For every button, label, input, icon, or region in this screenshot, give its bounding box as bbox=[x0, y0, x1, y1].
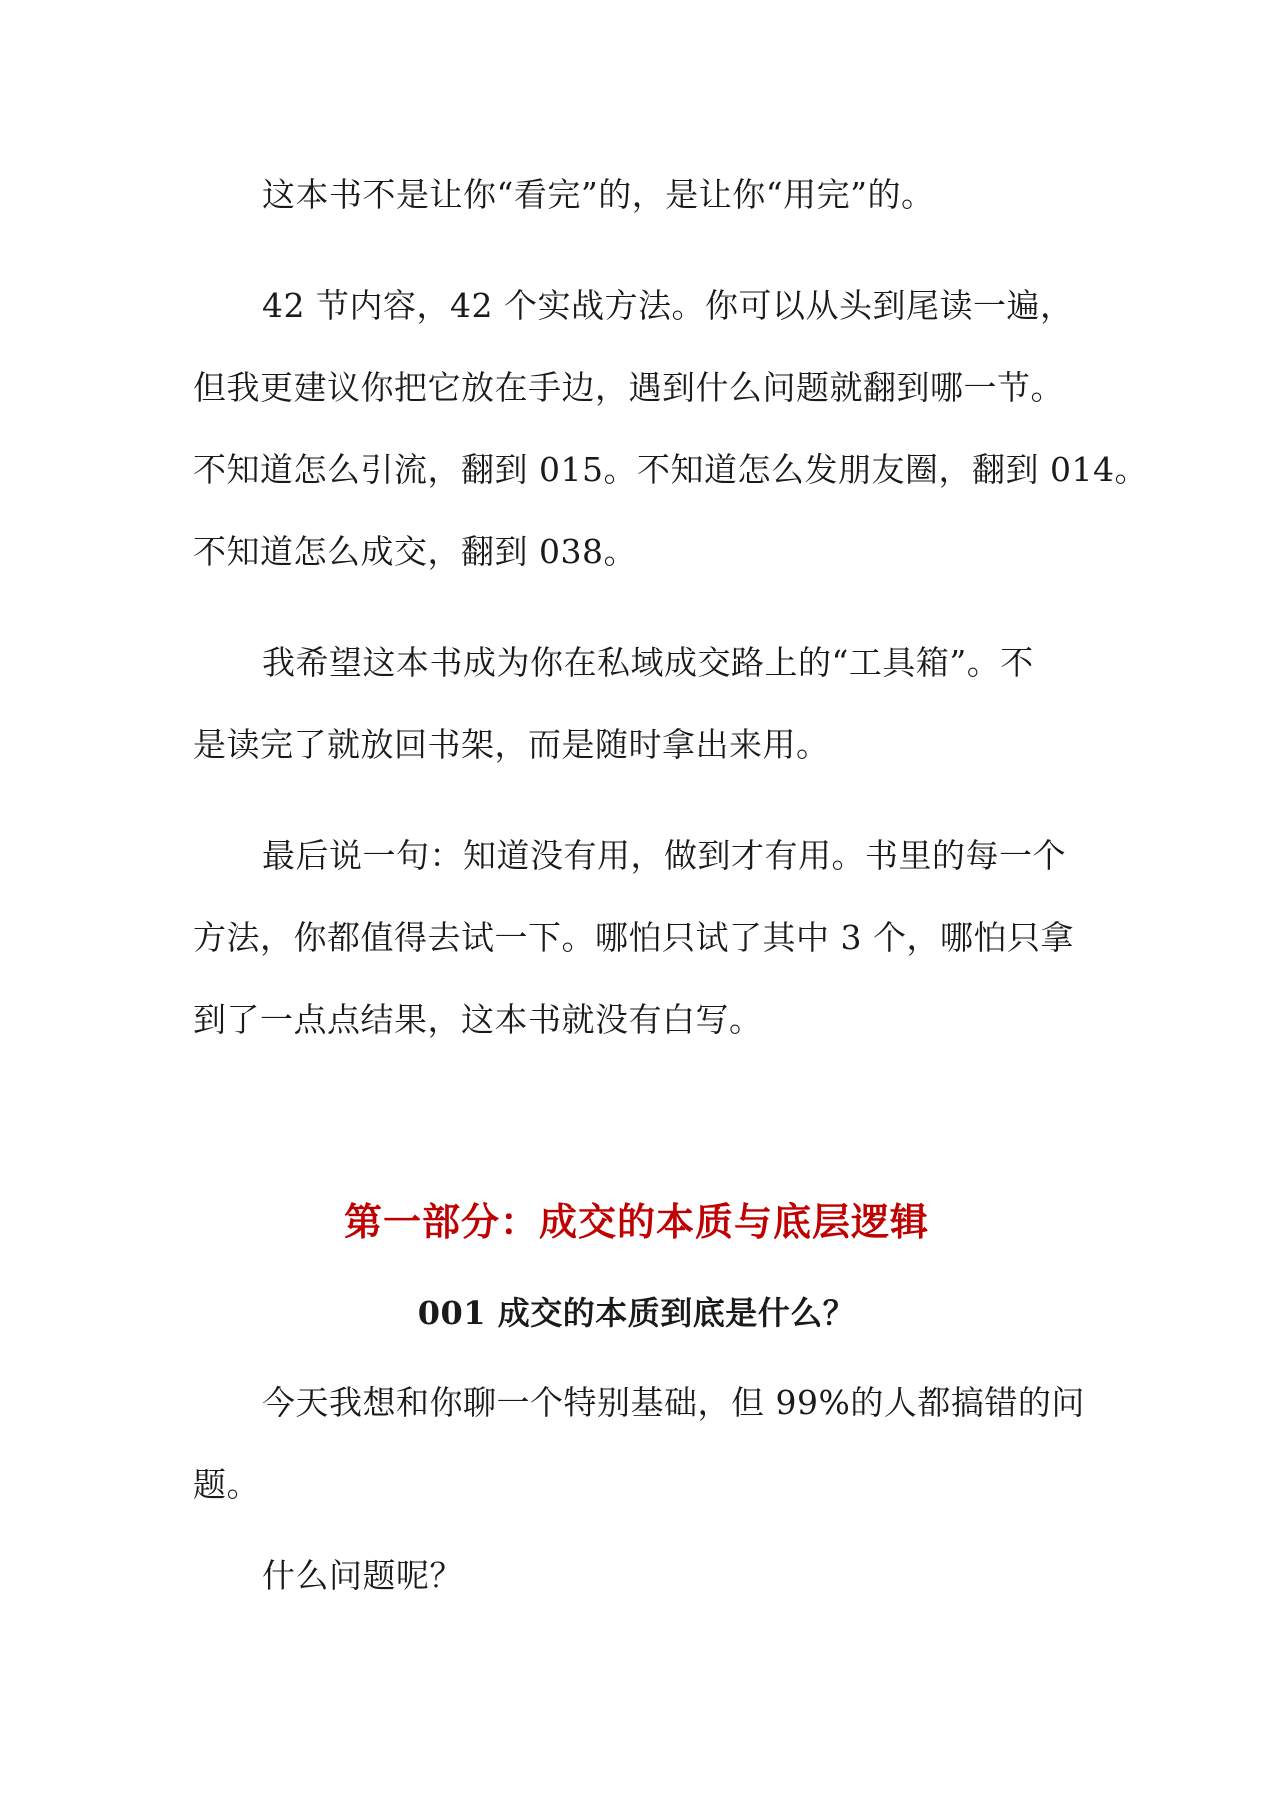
intro-paragraph-4-line-2: 方法，你都值得去试一下。哪怕只试了其中 3 个，哪怕只拿 bbox=[193, 918, 1074, 957]
section-paragraph-2: 什么问题呢？ bbox=[262, 1556, 463, 1595]
intro-paragraph-4-line-1: 最后说一句：知道没有用，做到才有用。书里的每一个 bbox=[262, 836, 1066, 875]
intro-paragraph-2-line-1: 42 节内容，42 个实战方法。你可以从头到尾读一遍， bbox=[262, 286, 1074, 325]
intro-paragraph-2-line-4: 不知道怎么成交，翻到 038。 bbox=[193, 532, 637, 571]
part-title: 第一部分：成交的本质与底层逻辑 bbox=[343, 1199, 929, 1244]
section-paragraph-1-line-1: 今天我想和你聊一个特别基础，但 99%的人都搞错的问 bbox=[262, 1383, 1085, 1422]
intro-paragraph-2-line-2: 但我更建议你把它放在手边，遇到什么问题就翻到哪一节。 bbox=[193, 368, 1064, 407]
section-paragraph-1-line-2: 题。 bbox=[193, 1465, 260, 1504]
intro-paragraph-4-line-3: 到了一点点结果，这本书就没有白写。 bbox=[193, 1000, 763, 1039]
section-title: 001 成交的本质到底是什么？ bbox=[417, 1294, 856, 1332]
intro-paragraph-3-line-2: 是读完了就放回书架，而是随时拿出来用。 bbox=[193, 725, 830, 764]
intro-paragraph-2-line-3: 不知道怎么引流，翻到 015。不知道怎么发朋友圈，翻到 014。 bbox=[193, 450, 1148, 489]
intro-paragraph-3-line-1: 我希望这本书成为你在私域成交路上的“工具箱”。不 bbox=[262, 643, 1034, 682]
intro-paragraph-1: 这本书不是让你“看完”的，是让你“用完”的。 bbox=[262, 175, 935, 214]
